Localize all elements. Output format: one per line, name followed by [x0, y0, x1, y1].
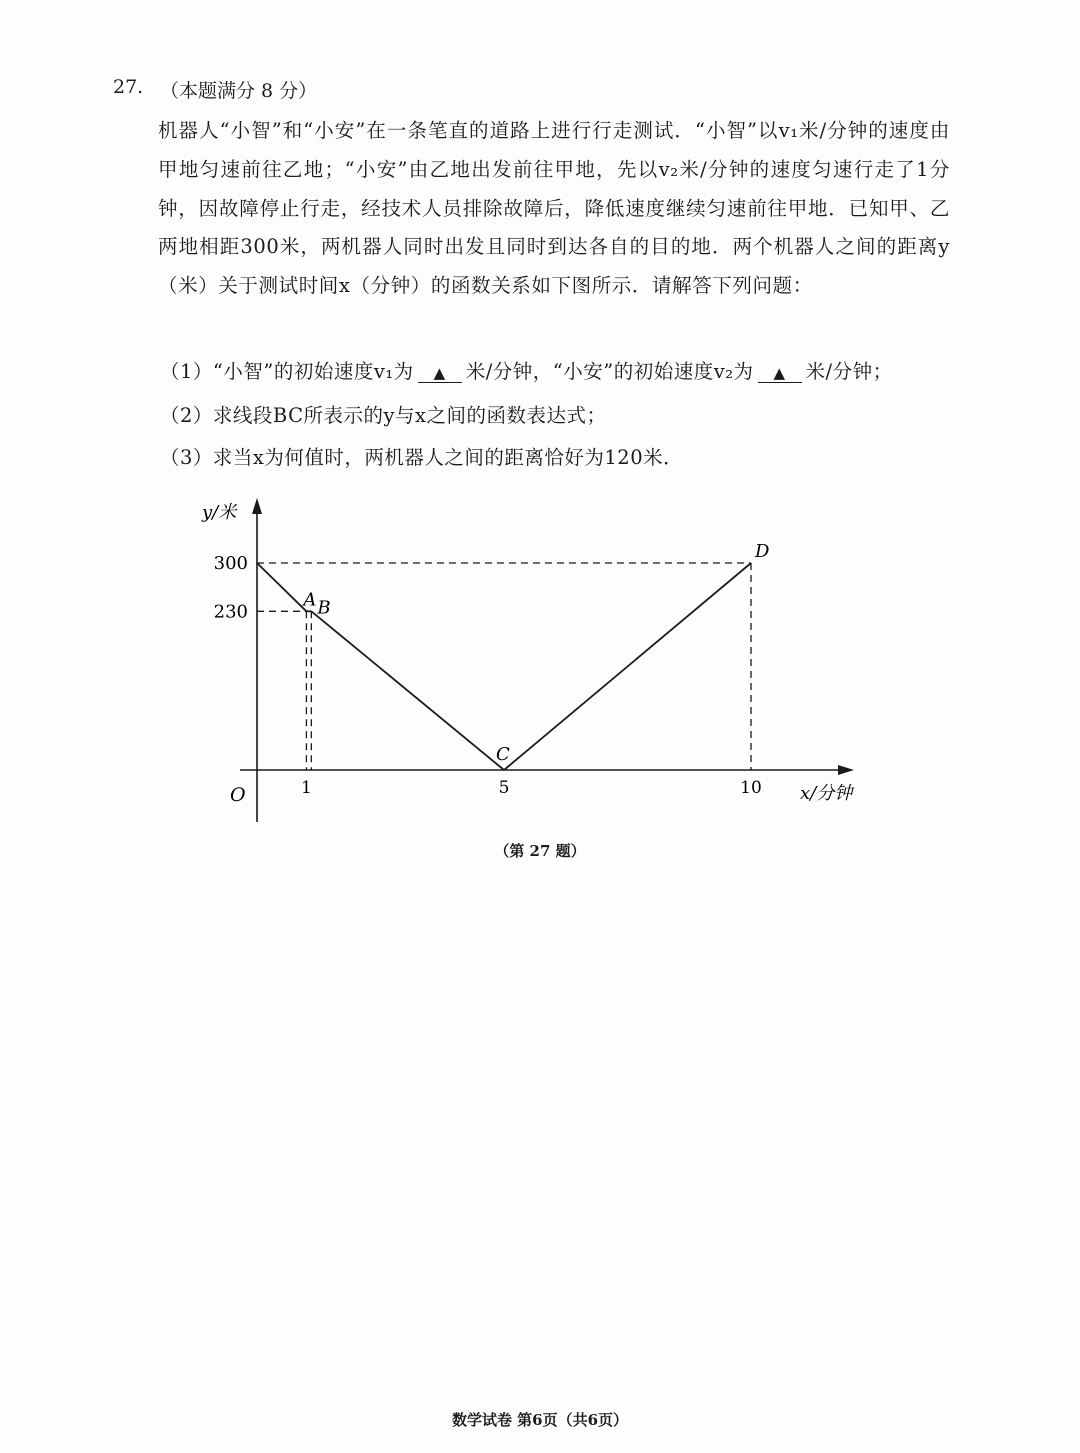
question-stem-text: 机器人“小智”和“小安”在一条笔直的道路上进行行走测试．“小智”以v₁米/分钟的速度由甲地匀速前往乙地；“小安”由乙地出发前往甲地，先以v₂米/分钟的速度匀速行走了1分钟，因故障停止行走，经技术人员排除故障后，降低速度继续匀速前往甲地．已知甲、乙两地相距300米，两机器人同时出发且同时到达各自的目的地．两个机器人之间的距离y（米）关于测试时间x（分钟）的函数关系如下图所示．请解答下列问题：	[158, 119, 950, 298]
point-label-b: B	[317, 597, 331, 619]
function-segment	[257, 563, 306, 611]
origin-label: O	[230, 784, 246, 806]
y-tick-label: 300	[213, 553, 248, 574]
y-axis-arrow-icon	[252, 498, 262, 514]
y-tick-label: 230	[213, 601, 248, 623]
part-3: （3）求当x为何值时，两机器人之间的距离恰好为120米．	[160, 446, 684, 469]
part-1-text-b: 米/分钟，“小安”的初始速度v₂为	[465, 360, 754, 383]
question-number: 27.	[113, 76, 144, 98]
figure-caption: （第 27 题）	[494, 842, 586, 860]
x-axis-label: x/分钟	[800, 783, 853, 804]
answer-blank-v2[interactable]: ▲	[758, 364, 802, 383]
graph-svg	[190, 490, 880, 835]
point-label-c: C	[496, 744, 510, 765]
answer-blank-v1[interactable]: ▲	[418, 364, 462, 383]
function-segment	[311, 611, 504, 770]
function-graph	[190, 490, 880, 835]
function-segment	[504, 563, 751, 770]
x-tick-label: 5	[498, 778, 510, 798]
part-1-text-a: （1）“小智”的初始速度v₁为	[160, 360, 414, 383]
page-footer: 数学试卷 第6页（共6页）	[451, 1411, 629, 1429]
point-label-a: A	[303, 589, 317, 611]
x-axis-arrow-icon	[838, 765, 854, 775]
y-axis-label: y/米	[202, 502, 237, 523]
point-label-d: D	[755, 541, 770, 562]
part-1	[160, 356, 893, 384]
question-score-note: （本题满分 8 分）	[160, 80, 318, 102]
part-2: （2）求线段BC所表示的y与x之间的函数表达式；	[160, 404, 607, 427]
x-tick-label: 1	[300, 778, 312, 798]
question-stem	[158, 112, 950, 306]
part-1-text-c: 米/分钟；	[805, 360, 893, 383]
x-tick-label: 10	[740, 778, 762, 798]
